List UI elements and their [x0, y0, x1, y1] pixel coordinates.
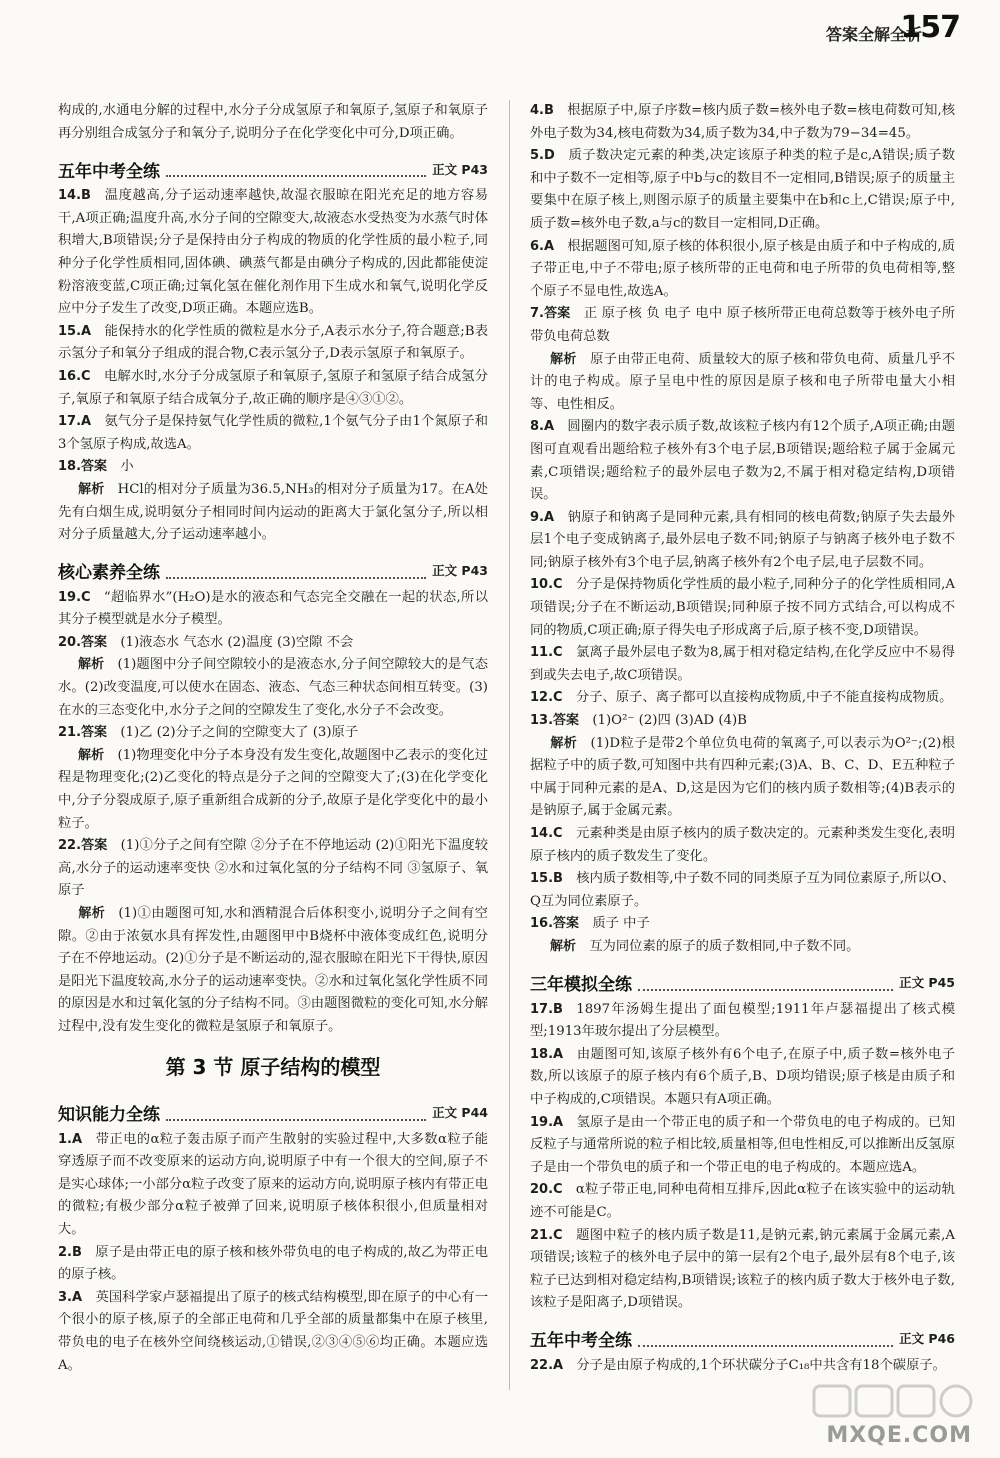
analysis-text: 互为同位素的原子的质子数相同,中子数不同。 [589, 938, 860, 954]
analysis-item [530, 349, 955, 417]
answer-number: 21.答案 [58, 725, 108, 741]
answer-item [530, 236, 955, 304]
analysis-text: 原子由带正电荷、质量较大的原子核和带负电荷、质量几乎不计的电子构成。原子呈电中性的原因是原子核和电子所带电量大小相等、电性相反。 [530, 351, 955, 412]
section-dotted-rule [638, 989, 893, 991]
analysis-text: (1)D粒子是带2个单位负电荷的氧离子,可以表示为O²⁻;(2)根据粒子中的质子数,可知图中共有四种元素;(3)A、B、C、D、E五种粒子中属于同种元素的是A、D,这是因为它们的核内质子数相等;(4)B表示的是钠原子,属于金属元素。 [530, 735, 955, 819]
section-heading [58, 1091, 488, 1127]
answer-item [530, 823, 955, 868]
answer-number: 16.答案 [530, 916, 580, 932]
section-dotted-rule [166, 577, 426, 579]
section-page-ref: 正文 P46 [899, 1331, 955, 1347]
answer-text: 电解水时,水分子分成氢原子和氧原子,氢原子和氢原子结合成氢分子,氧原子和氧原子结合成氧分子,故正确的顺序是④③①②。 [58, 368, 488, 407]
answer-text: 分子是保持物质化学性质的最小粒子,同种分子的化学性质相同,A项错误;分子在不断运动,B项错误;同种原子按不同方式结合,可以构成不同的物质,C项正确;原子得失电子形成离子后,原子核不变,D项错误。 [530, 577, 955, 638]
section-heading [530, 961, 955, 997]
answer-number: 17.B [530, 1001, 563, 1017]
answer-item [530, 913, 955, 936]
section-page-ref: 正文 P45 [899, 974, 955, 990]
answer-text: 小 [120, 459, 134, 475]
answer-text: 原子是由带正电的原子核和核外带负电的电子构成的,故乙为带正电的原子核。 [58, 1244, 488, 1283]
answer-text: 氨气分子是保持氨气化学性质的微粒,1个氨气分子由1个氮原子和3个氢原子构成,故选A。 [58, 414, 488, 452]
answer-number: 7.答案 [530, 306, 571, 322]
answer-text: 正 原子核 负 电子 电中 原子核所带正电荷总数等于核外电子所带负电荷总数 [530, 306, 956, 344]
answer-item [530, 868, 955, 913]
section-page-ref: 正文 P43 [432, 161, 488, 177]
answer-text: (1)①分子之间有空隙 ②分子在不停地运动 (2)①阳光下温度较高,水分子的运动速率变快 ②水和过氧化氢的分子结构不同 ③氢原子、氧原子 [58, 838, 489, 899]
answer-item [58, 1287, 488, 1377]
answer-text: 英国科学家卢瑟福提出了原子的核式结构模型,即在原子的中心有一个很小的原子核,原子的全部正电荷和几乎全部的质量都集中在原子核里,带负电的电子在核外空间绕核运动,①错误,②③④⑤⑥均正确。本题应选A。 [58, 1289, 488, 1373]
answer-number: 14.B [58, 188, 91, 204]
answer-text: “超临界水”(H₂O)是水的液态和气态完全交融在一起的状态,所以其分子模型就是水分子模型。 [58, 589, 488, 628]
right-column [530, 100, 955, 1377]
answer-text: 温度越高,分子运动速率越快,故湿衣服晾在阳光充足的地方容易干,A项正确;温度升高,水分子间的空隙变大,故液态水受热变为水蒸气时体积增大,B项错误;分子是保持由分子构成的物质的化学性质的最小粒子,同种分子化学性质相同,固体碘、碘蒸气都是由碘分子构成的,因此都能使淀粉溶液变蓝,C项正确;过氧化氢在催化剂作用下生成水和氧气,说明化学反应中分子发生了改变,D项正确。本题应选B。 [58, 188, 488, 317]
answer-number: 5.D [530, 148, 555, 164]
answer-text: 分子、原子、离子都可以直接构成物质,中子不能直接构成物质。 [575, 690, 953, 706]
analysis-text: (1)题图中分子间空隙较小的是液态水,分子间空隙较大的是气态水。(2)改变温度,可以使水在固态、液态、气态三种状态间相互转变。(3)在水的三态变化中,水分子之间的空隙发生了变化,水分子不会改变。 [58, 657, 488, 718]
section-page-ref: 正文 P43 [432, 563, 488, 579]
answer-item [530, 1179, 955, 1224]
answer-item [530, 1225, 955, 1315]
answer-item [530, 303, 955, 348]
answer-number: 15.A [58, 323, 92, 339]
answer-item [58, 456, 488, 479]
analysis-label: 解析 [549, 938, 576, 954]
section-title: 三年模拟全练 [530, 974, 632, 995]
answer-text: 氯离子最外层电子数为8,属于相对稳定结构,在化学反应中不易得到或失去电子,故C项错误。 [530, 645, 955, 683]
answer-item [530, 574, 955, 642]
section-title: 五年中考全练 [58, 161, 160, 182]
section-heading [58, 147, 488, 183]
analysis-item [530, 936, 955, 959]
answer-item [58, 587, 488, 632]
analysis-label: 解析 [77, 657, 105, 673]
answer-number: 18.A [530, 1046, 564, 1062]
answer-text: 带正电的α粒子轰击原子而产生散射的实验过程中,大多数α粒子能穿透原子而不改变原来的运动方向,说明原子中有一个很大的空间,原子不是实心球体;一小部分α粒子改变了原来的运动方向,说明原子核内有带正电的微粒;有极少部分α粒子被弹了回来,说明原子核体积很小,但质量相对大。 [58, 1131, 488, 1237]
answer-item [58, 835, 488, 903]
answer-item [530, 710, 955, 733]
answer-text: 由题图可知,该原子核外有6个电子,在原子中,质子数=核外电子数,所以该原子的原子核内有6个质子,B、D项均错误;原子核是由质子和中子构成的,C项错误。本题只有A项正确。 [530, 1046, 955, 1107]
analysis-label: 解析 [549, 735, 578, 751]
answer-number: 20.C [530, 1182, 563, 1198]
answer-text: 核内质子数相等,中子数不同的同类原子互为同位素原子,所以O、Q互为同位素原子。 [530, 871, 955, 909]
answer-number: 13.答案 [530, 713, 580, 729]
answer-item [530, 999, 955, 1044]
answer-number: 12.C [530, 690, 563, 706]
answer-number: 9.A [530, 509, 555, 525]
section-title: 核心素养全练 [58, 563, 160, 584]
answer-number: 11.C [530, 645, 563, 661]
watermark-text: MXQE.COM [826, 1423, 972, 1448]
answer-item [58, 1129, 488, 1242]
answer-text: 元素种类是由原子核内的质子数决定的。元素种类发生变化,表明原子核内的质子数发生了变化。 [530, 826, 955, 864]
answer-text: α粒子带正电,同种电荷相互排斥,因此α粒子在该实验中的运动轨迹不可能是C。 [530, 1182, 955, 1220]
page-number: 157 [900, 10, 960, 45]
analysis-text: (1)物理变化中分子本身没有发生变化,故题图中乙表示的变化过程是物理变化;(2)乙变化的特点是分子之间的空隙变大了;(3)在化学变化中,分子分裂成原子,原子重新组合成新的分子,故原子是化学变化中的最小粒子。 [58, 747, 488, 831]
answer-text: 1897年汤姆生提出了面包模型;1911年卢瑟福提出了核式模型;1913年玻尔提出了分层模型。 [530, 1001, 955, 1040]
analysis-item [58, 479, 488, 547]
analysis-label: 解析 [77, 906, 106, 921]
analysis-label: 解析 [549, 351, 577, 367]
answer-number: 4.B [530, 103, 554, 118]
answer-text: 能保持水的化学性质的微粒是水分子,A表示水分子,符合题意;B表示氢分子和氧分子组成的混合物,C表示氢分子,D表示氢原子和氧原子。 [58, 323, 488, 362]
analysis-item [58, 654, 488, 722]
analysis-text: (1)①由题图可知,水和酒精混合后体积变小,说明分子之间有空隙。②由于浓氨水具有挥发性,由题图甲中B烧杯中液体变成红色,说明分子在不停地运动。(2)①分子是不断运动的,湿衣服晾在阳光下干得快,原因是阳光下温度较高,水分子的运动速率变快。②水和过氧化氢化学性质不同的原因是水和过氧化氢的分子结构不同。③由题图微粒的变化可知,水分解过程中,没有发生变化的微粒是氢原子和氧原子。 [58, 906, 488, 1034]
answer-number: 6.A [530, 238, 555, 254]
analysis-label: 解析 [77, 747, 105, 763]
answer-text: 根据题图可知,原子核的体积很小,原子核是由质子和中子构成的,质子带正电,中子不带电;原子核所带的正电荷和电子所带的负电荷相等,整个原子不显电性,故选A。 [530, 238, 955, 299]
answer-item [530, 1044, 955, 1112]
left-column [58, 100, 488, 1377]
answer-text: 圆圈内的数字表示质子数,故该粒子核内有12个质子,A项正确;由题图可直观看出题给粒子核外有3个电子层,B项错误;题给粒子属于金属元素,C项错误;题给粒子的最外层电子数为2,不属于相对稳定结构,D项错误。 [530, 419, 955, 503]
answer-text: (1)O²⁻ (2)四 (3)AD (4)B [592, 713, 747, 729]
answer-item [530, 1355, 955, 1378]
answer-number: 14.C [530, 826, 563, 841]
answer-number: 20.答案 [58, 634, 108, 650]
answer-text: 钠原子和钠离子是同种元素,具有相同的核电荷数;钠原子失去最外层1个电子变成钠离子,最外层电子数不同;钠原子与钠离子核外电子数不同;钠原子核外有3个电子层,钠离子核外有2个电子层,电子层数不同。 [530, 509, 955, 570]
answer-number: 19.A [530, 1114, 564, 1130]
answer-text: 根据原子中,原子序数=核内质子数=核外电子数=核电荷数可知,核外电子数为34,核电荷数为34,质子数为34,中子数为79−34=45。 [530, 103, 955, 141]
answer-number: 2.B [58, 1244, 82, 1260]
answer-item [58, 321, 488, 366]
answer-item [58, 1242, 488, 1287]
answer-number: 16.C [58, 368, 91, 384]
answer-text: 题图中粒子的核内质子数是11,是钠元素,钠元素属于金属元素,A项错误;该粒子的核外电子层中的第一层有2个电子,最外层有8个电子,该粒子已达到相对稳定结构,B项错误;该粒子的核内质子数大于核外电子数,该粒子是阳离子,D项错误。 [530, 1227, 955, 1311]
answer-number: 21.C [530, 1227, 563, 1243]
answer-item [530, 416, 955, 506]
section-dotted-rule [166, 175, 426, 177]
answer-number: 3.A [58, 1289, 83, 1305]
answer-item [58, 411, 488, 456]
answer-item [530, 100, 955, 145]
answer-item [58, 632, 488, 655]
answer-text: 分子是由原子构成的,1个环状碳分子C₁₈中共含有18个碳原子。 [576, 1357, 946, 1373]
answer-text: (1)液态水 气态水 (2)温度 (3)空隙 不会 [120, 634, 354, 650]
answer-number: 10.C [530, 577, 563, 593]
paragraph: 构成的,水通电分解的过程中,水分子分成氢原子和氧原子,氢原子和氧原子再分别组合成氢分子和氧分子,说明分子在化学变化中可分,D项正确。 [58, 103, 488, 141]
column-divider [509, 100, 510, 1390]
answer-item [530, 687, 955, 710]
answer-text: 质子数决定元素的种类,决定该原子种类的粒子是c,A错误;质子数和中子数不一定相等,原子中b与c的数目不一定相同,B错误;原子的质量主要集中在原子核上,则图示原子的质量主要集中在b和c上,C错误;原子中,质子数=核外电子数,a与c的数目一定相同,D正确。 [530, 148, 955, 231]
answer-number: 15.B [530, 871, 563, 887]
section-heading [58, 549, 488, 585]
answer-text: 质子 中子 [592, 916, 650, 932]
analysis-item [530, 733, 955, 823]
header-title: 答案全解全析 [825, 25, 922, 44]
answer-number: 8.A [530, 419, 555, 435]
answer-text: (1)乙 (2)分子之间的空隙变大了 (3)原子 [120, 725, 359, 741]
section-page-ref: 正文 P44 [432, 1104, 488, 1120]
answer-item [530, 507, 955, 575]
section-dotted-rule [638, 1345, 893, 1347]
answer-item [58, 722, 488, 745]
chapter-title: 第 3 节 原子结构的模型 [165, 1054, 381, 1079]
answer-item [530, 145, 955, 235]
answer-number: 19.C [58, 589, 91, 605]
analysis-text: HCl的相对分子质量为36.5,NH₃的相对分子质量为17。在A处先有白烟生成,说明氨分子相同时间内运动的距离大于氯化氢分子,所以相对分子质量越大,分子运动速率越小。 [58, 481, 488, 543]
section-title: 知识能力全练 [58, 1104, 160, 1125]
answer-item [58, 185, 488, 321]
section-title: 五年中考全练 [530, 1331, 632, 1352]
answer-item [530, 642, 955, 687]
section-dotted-rule [166, 1119, 426, 1121]
analysis-item [58, 745, 488, 835]
answer-number: 22.A [530, 1357, 564, 1373]
answer-number: 18.答案 [58, 459, 108, 475]
answer-text: 氢原子是由一个带正电的质子和一个带负电的电子构成的。已知反粒子与通常所说的粒子相比较,质量相等,但电性相反,可以推断出反氢原子是由一个带负电的质子和一个带正电的电子构成的。本题应选A。 [530, 1114, 955, 1175]
answer-number: 1.A [58, 1131, 83, 1147]
analysis-item [58, 903, 488, 1039]
answer-number: 17.A [58, 414, 92, 430]
page-header [0, 0, 1000, 52]
analysis-label: 解析 [77, 481, 105, 497]
section-heading [530, 1317, 955, 1353]
answer-number: 22.答案 [58, 838, 108, 854]
answer-item [58, 366, 488, 411]
answer-item [530, 1112, 955, 1180]
